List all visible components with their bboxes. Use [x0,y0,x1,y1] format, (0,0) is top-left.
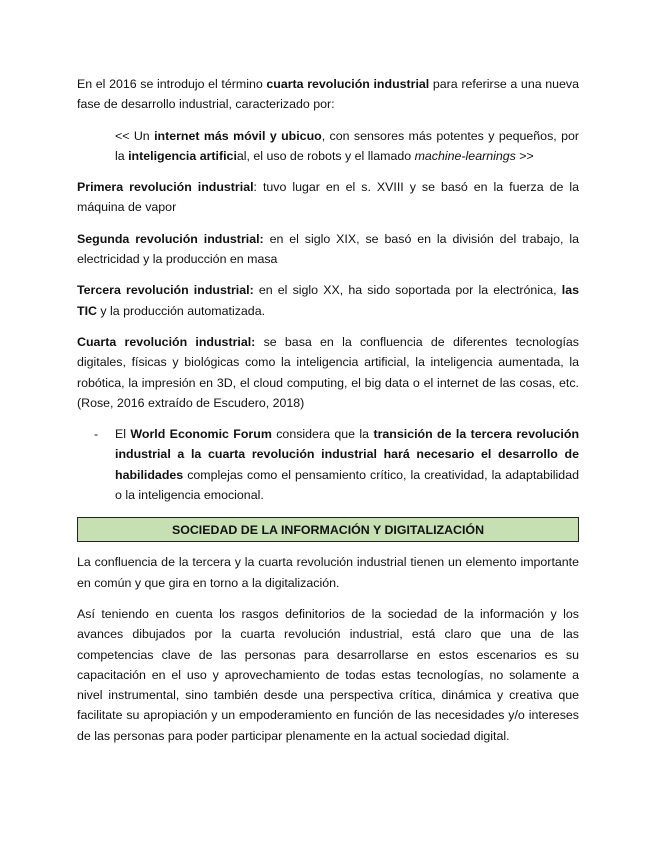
term-cuarta-revolucion: cuarta revolución industrial [266,77,430,91]
first-revolution-paragraph: Primera revolución industrial: tuvo lugar en el s. XVIII y se basó en la fuerza de la máquina de vapor [77,180,579,215]
second-revolution-paragraph: Segunda revolución industrial: en el siglo XIX, se basó en la división del trabajo, la electricidad y la producción en masa [77,231,579,267]
section-heading: SOCIEDAD DE LA INFORMACIÓN Y DIGITALIZACIÓN [77,517,579,542]
third-revolution-paragraph: Tercera revolución industrial: en el siglo XX, ha sido soportada por la electrónica, las TIC y la producción automatizada. [77,283,579,318]
asi-paragraph: Así teniendo en cuenta los rasgos definitorios de la sociedad de la información y los avances dibujados por la cuarta revolución industrial, está claro que una de las competencias clave de las personas para desarrollarse en estos escenarios es su capacitación en el uso y aprovechamiento de todas estas tecnologías, no solamente a nivel instrumental, sino también desde una perspectiva crítica, dinámica y creativa que facilitate su apropiación y un empoderamiento en función de las necesidades y/o intereses de las personas para poder participar plenamente en la actual sociedad digital. [77,606,579,743]
bullet-item-wef: - El World Economic Forum considera que la transición de la tercera revolución industrial a la cuarta revolución industrial hará necesario el desarrollo de habilidades complejas como el pensamiento crítico, la creatividad, la adaptabilidad o la inteligencia emocional. [77,424,579,505]
document-page [77,74,579,757]
confluencia-paragraph: La confluencia de la tercera y la cuarta revolución industrial tienen un elemento importante en común y que gira en torno a la digitalización. [77,555,579,590]
quote-paragraph: << Un internet más móvil y ubicuo, con sensores más potentes y pequeños, por la inteligencia artificial, el uso de robots y el llamado machine-learnings >> [115,128,579,163]
fourth-revolution-paragraph: Cuarta revolución industrial: se basa en la confluencia de diferentes tecnologías digitales, físicas y biológicas como la inteligencia artificial, la inteligencia aumentada, la robótica, la impresión en 3D, el cloud computing, el big data o el internet de las cosas, etc. (Rose, 2016 extraído de Escudero, 2018) [77,334,579,410]
intro-paragraph: En el 2016 se introdujo el término cuarta revolución industrial para referirse a una nueva fase de desarrollo industrial, caracterizado por: [77,77,579,112]
bullet-dash: - [94,427,99,442]
